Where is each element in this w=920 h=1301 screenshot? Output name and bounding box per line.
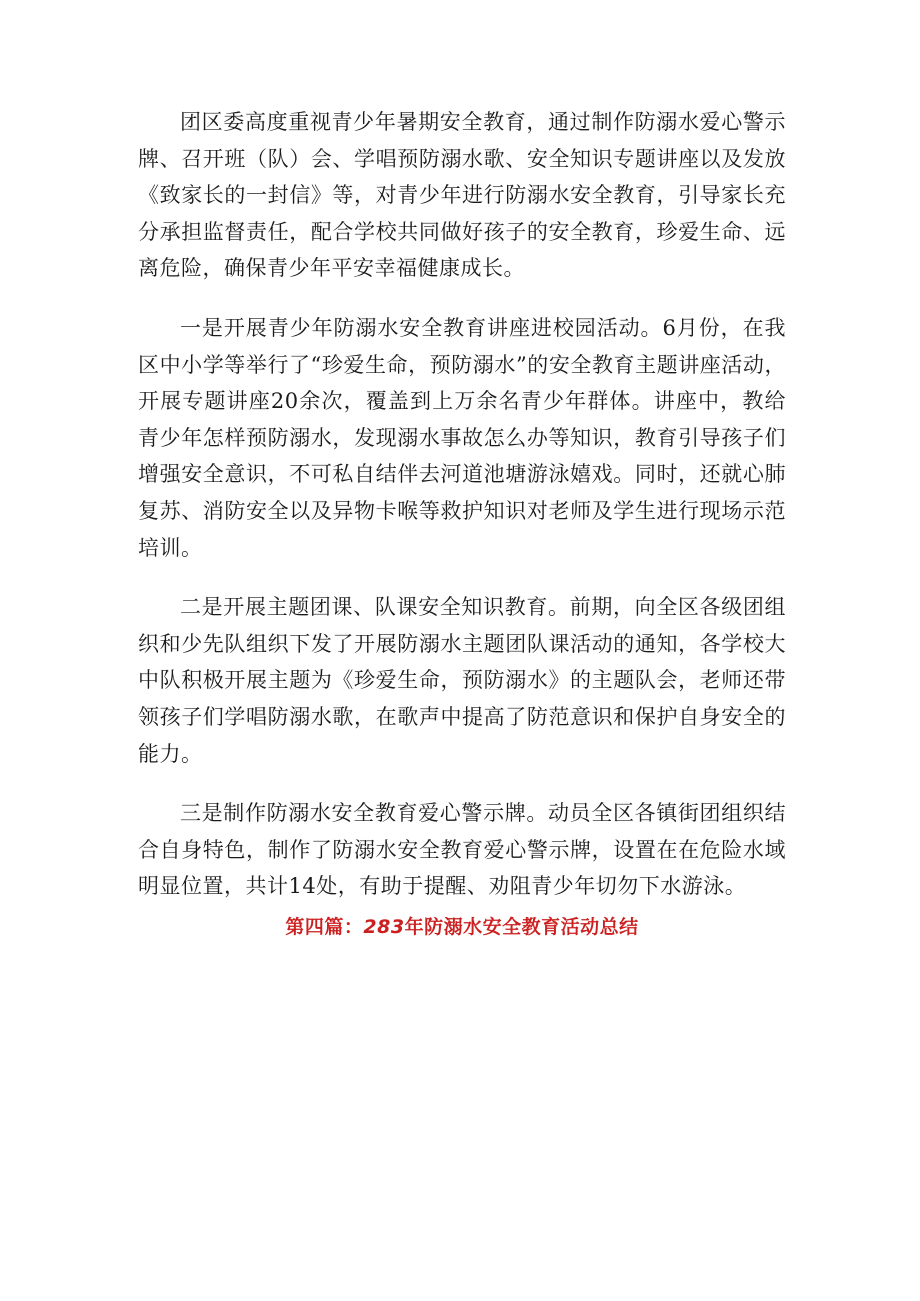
paragraph-item-three: 三是制作防溺水安全教育爱心警示牌。动员全区各镇街团组织结合自身特色，制作了防溺水安全教育爱心警示牌，设置在在危险水域明显位置，共计14处，有助于提醒、劝阻青少年切勿下水游泳。 — [138, 801, 786, 899]
heading-prefix: 第四篇： — [285, 915, 364, 938]
heading-number: 283 — [363, 915, 405, 938]
paragraph-item-two: 二是开展主题团课、队课安全知识教育。前期，向全区各级团组织和少先队组织下发了开展防溺水主题团队课活动的通知，各学校大中队积极开展主题为《珍爱生命，预防溺水》的主题队会，老师还带领孩子们学唱防溺水歌，在歌声中提高了防范意识和保护自身安全的能力。 — [138, 595, 786, 766]
document-page — [138, 104, 786, 945]
heading-suffix: 年防溺水安全教育活动总结 — [404, 915, 639, 938]
paragraph-item-one: 一是开展青少年防溺水安全教育讲座进校园活动。6月份，在我区中小学等举行了“珍爱生命，预防溺水”的安全教育主题讲座活动，开展专题讲座20余次，覆盖到上万余名青少年群体。讲座中，教给青少年怎样预防溺水，发现溺水事故怎么办等知识，教育引导孩子们增强安全意识，不可私自结伴去河道池塘游泳嬉戏。同时，还就心肺复苏、消防安全以及异物卡喉等救护知识对老师及学生进行现场示范培训。 — [138, 315, 786, 560]
section-heading — [138, 909, 786, 945]
paragraph-intro: 团区委高度重视青少年暑期安全教育，通过制作防溺水爱心警示牌、召开班（队）会、学唱预防溺水歌、安全知识专题讲座以及发放《致家长的一封信》等，对青少年进行防溺水安全教育，引导家长充分承担监督责任，配合学校共同做好孩子的安全教育，珍爱生命、远离危险，确保青少年平安幸福健康成长。 — [138, 110, 786, 281]
